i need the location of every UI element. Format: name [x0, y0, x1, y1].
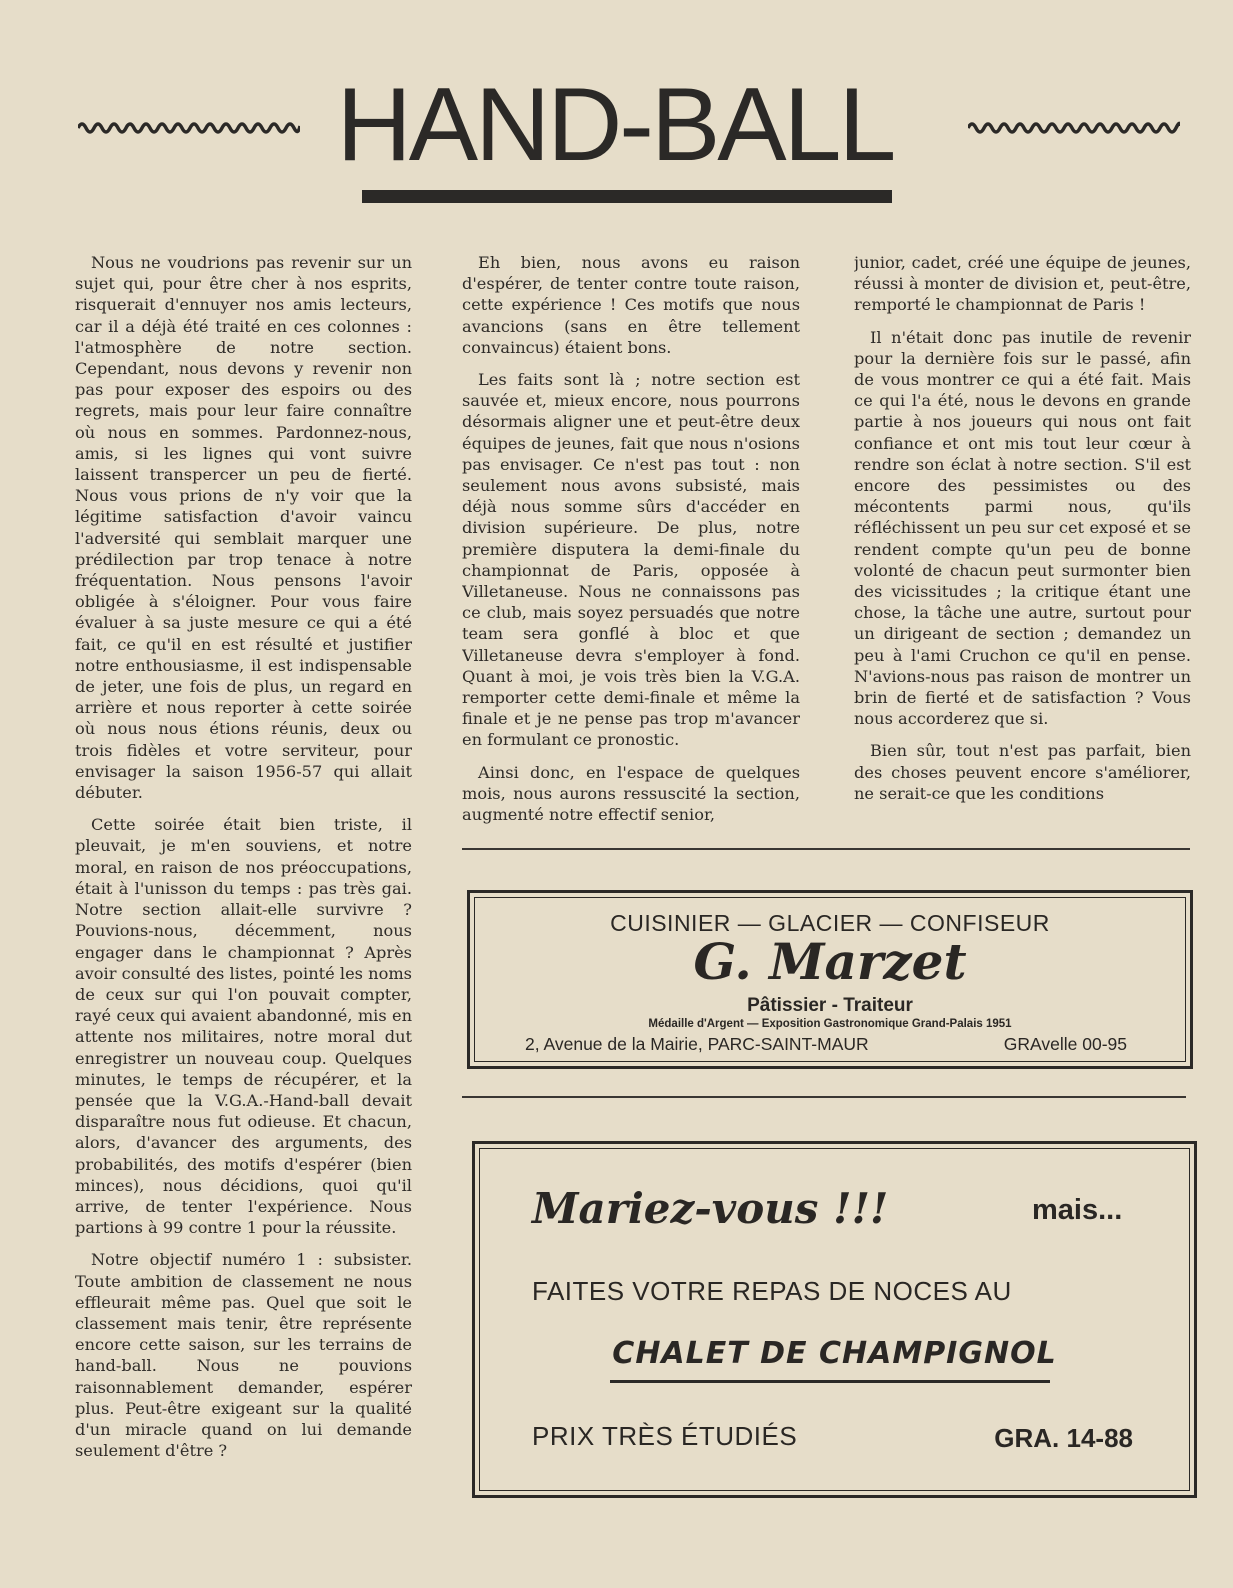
- article-column-3: [854, 252, 1191, 827]
- article-paragraph: Il n'était donc pas inutile de revenir pour la dernière fois sur le passé, afin de vous montrer ce qui a été fait. Mais ce qui l'a été, nous le devons en grande partie à nos joueurs qui nous ont fait confiance et ont mis tout leur cœur à rendre son éclat à notre section. S'il est encore des pessimistes ou des mécontents parmi nous, qu'ils réfléchissent un peu sur cet exposé et se rendent compte qu'un peu de bonne volonté de chacun peut surmonter bien des vicissitudes ; la critique étant une chose, la tâche une autre, surtout pour un dirigeant de section ; demandez un peu à l'ami Cruchon ce qu'il en pense. N'avions-nous pas raison de montrer un brin de fierté et de satisfaction ? Vous nous accorderez que si.: [854, 327, 1191, 729]
- ad-chalet-prix: PRIX TRÈS ÉTUDIÉS: [532, 1421, 798, 1451]
- article-paragraph: Les faits sont là ; notre section est sauvée et, mieux encore, nous pourrons désormais aligner une et peut-être deux équipes de jeunes, fait que nous n'osions pas envisager. Ce n'est pas tout : non seulement nous avons subsisté, mais déjà nous somme sûrs d'accéder en division supérieure. De plus, notre première disputera la demi-finale du championnat de Paris, opposée à Villetaneuse. Nous ne connaissons pas ce club, mais soyez persuadés que notre team sera gonflé à bloc et que Villetaneuse devra s'employer à fond. Quant à moi, je vois très bien la V.G.A. remporter cette demi-finale et même la finale et je ne pense pas trop m'avancer en formulant ce pronostic.: [462, 370, 800, 750]
- article-column-2: [462, 252, 800, 827]
- ad-marzet-medal: Médaille d'Argent — Exposition Gastronomique Grand-Palais 1951: [648, 1018, 1012, 1030]
- article-paragraph: Eh bien, nous avons eu raison d'espérer, de tenter contre toute raison, cette expérience ! Ces motifs que nous avancions (sans en être tellement convaincus) étaient bons.: [462, 253, 800, 357]
- ad-chalet-headline: Mariez-vous !!!: [532, 1184, 889, 1233]
- decorative-wave-left: [78, 116, 300, 136]
- ad-marzet-name: G. Marzet: [693, 932, 967, 991]
- article-column-1: [75, 252, 412, 1472]
- ad-chalet: [472, 1141, 1197, 1498]
- article-paragraph: Ainsi donc, en l'espace de quelques mois, nous aurons ressuscité la section, augmenté notre effectif senior,: [462, 762, 800, 825]
- divider-line: [462, 848, 1190, 850]
- divider-line: [462, 1096, 1186, 1098]
- ad-frame: [474, 897, 1186, 1062]
- ad-chalet-underline: [610, 1380, 1050, 1383]
- title-underline-bar: [362, 190, 892, 203]
- decorative-wave-right: [968, 116, 1180, 136]
- ad-chalet-line: FAITES VOTRE REPAS DE NOCES AU: [532, 1276, 1012, 1306]
- article-paragraph: Nous ne voudrions pas revenir sur un sujet qui, pour être cher à nos esprits, risquerait d'ennuyer nos amis lecteurs, car il a déjà été traité en ces colonnes : l'atmosphère de notre section. Cependant, nous devons y revenir non pas pour exposer des espoirs ou des regrets, mais pour leur faire connaître où nous en sommes. Pardonnez-nous, amis, si les lignes qui vont suivre laissent transpercer un peu de fierté. Nous vous prions de n'y voir que la légitime satisfaction d'avoir vaincu l'adversité qui semblait marquer une prédilection par trop tenace à notre fréquentation. Nous pensons l'avoir obligée à s'éloigner. Pour vous faire évaluer à sa juste mesure ce qui a été fait, ce qu'il en est résulté et justifier notre enthousiasme, il est indispensable de jeter, une fois de plus, un regard en arrière et nous reporter à cette soirée où nous nous étions réunis, deux ou trois fidèles et votre serviteur, pour envisager la saison 1956-57 qui allait débuter.: [75, 253, 412, 803]
- ad-chalet-phone: GRA. 14-88: [994, 1423, 1133, 1453]
- article-paragraph: Cette soirée était bien triste, il pleuvait, je m'en souviens, et notre moral, en raison de nos préoccupations, était à l'unisson du temps : pas très gai. Notre section allait-elle survivre ? Pouvions-nous, décemment, nous engager dans le championnat ? Après avoir consulté des listes, pointé les noms de ceux sur qui l'on pouvait compter, rayé ceux qui avaient abandonné, mis en attente nos militaires, notre moral dut enregistrer un nouveau coup. Quelques minutes, le temps de récupérer, et la pensée que la V.G.A.-Hand-ball devait disparaître nous fut odieuse. Et chacun, alors, d'avancer des arguments, des probabilités, des motifs d'espérer (bien minces), nous décidions, quoi qu'il arrive, de tenter l'expérience. Nous partions à 99 contre 1 pour la réussite.: [75, 815, 412, 1238]
- ad-marzet: [467, 890, 1193, 1069]
- ad-frame: [479, 1148, 1190, 1491]
- ad-marzet-subtitle: Pâtissier - Traiteur: [747, 995, 913, 1016]
- article-paragraph: Notre objectif numéro 1 : subsister. Toute ambition de classement ne nous effleurait même pas. Quel que soit le classement mais tenir, être représente encore cette saison, sur les terrains de hand-ball. Nous ne pouvions raisonnablement demander, espérer plus. Peut-être exigeant sur la qualité d'un miracle quand on lui demande seulement d'être ?: [75, 1250, 412, 1461]
- page-title: HAND-BALL: [336, 67, 894, 183]
- ad-chalet-name: CHALET DE CHAMPIGNOL: [612, 1336, 1057, 1371]
- article-paragraph: junior, cadet, créé une équipe de jeunes, réussi à monter de division et, peut-être, remporté le championnat de Paris !: [854, 253, 1191, 315]
- ad-marzet-address: 2, Avenue de la Mairie, PARC-SAINT-MAUR: [525, 1034, 869, 1054]
- ad-marzet-phone: GRAvelle 00-95: [1003, 1034, 1127, 1054]
- ad-marzet-trades: CUISINIER — GLACIER — CONFISEUR: [610, 910, 1050, 936]
- ad-chalet-mais: mais...: [1032, 1194, 1123, 1226]
- article-paragraph: Bien sûr, tout n'est pas parfait, bien des choses peuvent encore s'améliorer, ne serait-ce que les conditions: [854, 741, 1191, 803]
